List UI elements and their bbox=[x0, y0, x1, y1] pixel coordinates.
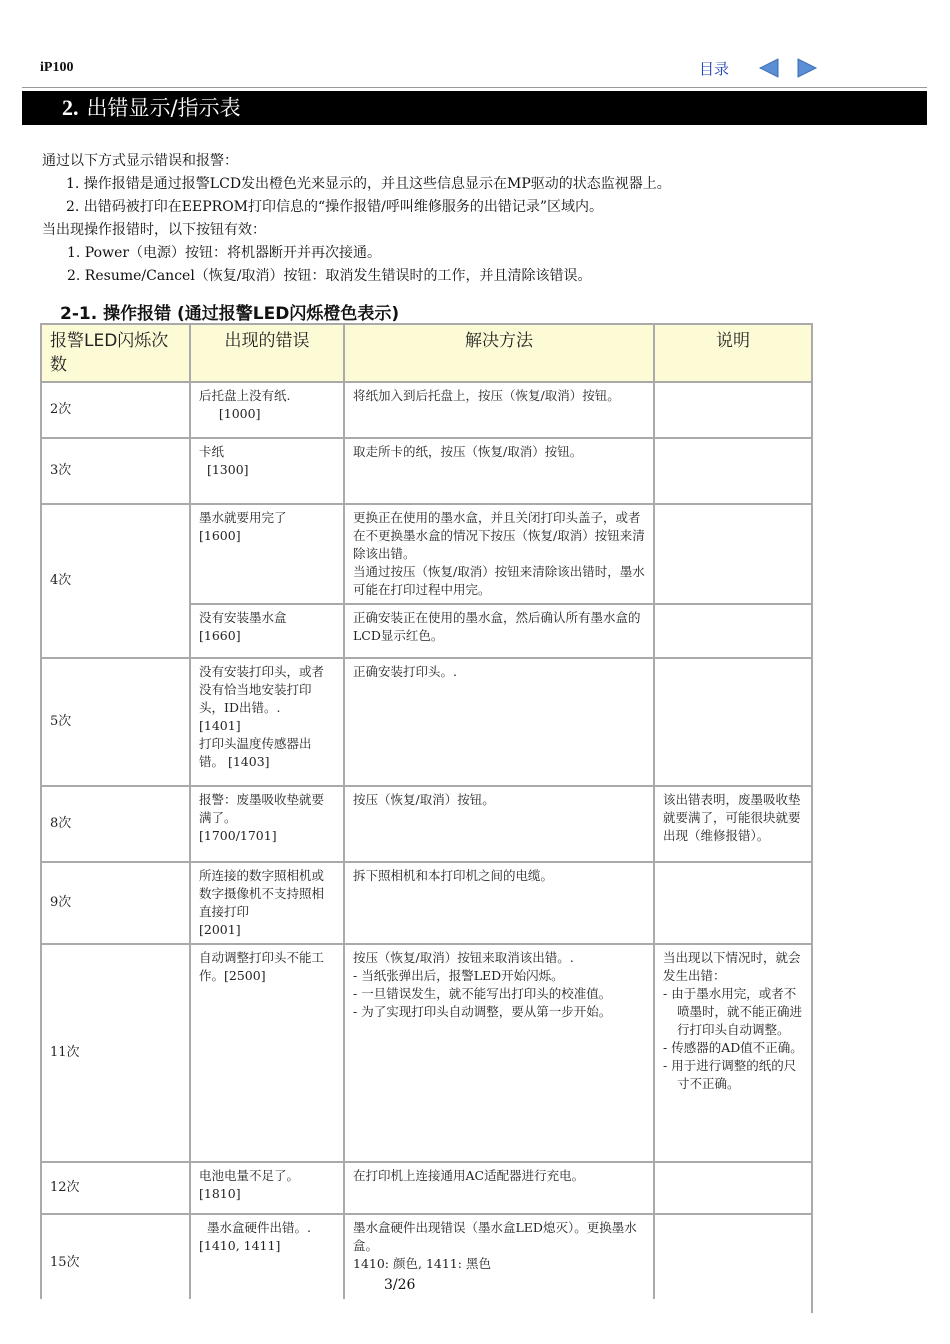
note-cell bbox=[654, 604, 812, 658]
solution-line: 1410: 颜色, 1411: 黑色 bbox=[353, 1256, 491, 1271]
solution-cell bbox=[344, 382, 654, 438]
error-description: 没有安装墨水盒 [1660] bbox=[190, 604, 344, 658]
note-line: - 用于进行调整的纸的尺寸不正确。 bbox=[663, 1058, 797, 1091]
intro-item: 2. 出错码被打印在EEPROM打印信息的“操作报错/呼叫维修服务的出错记录”区域内。 bbox=[66, 199, 604, 215]
intro-line: 通过以下方式显示错误和报警： bbox=[42, 153, 238, 169]
solution-cell bbox=[344, 604, 654, 658]
blink-count: 15次 bbox=[41, 1214, 190, 1312]
error-description: 报警：废墨吸收垫就要满了。 [1700/1701] bbox=[190, 786, 344, 862]
solution-line: 取走所卡的纸，按压（恢复/取消）按钮。 bbox=[353, 444, 583, 459]
section-heading: 2-1. 操作报错 (通过报警LED闪烁橙色表示) bbox=[60, 304, 400, 324]
blink-count: 5次 bbox=[41, 658, 190, 786]
note-line: - 由于墨水用完，或者不喷墨时，就不能正确进行打印头自动调整。 bbox=[663, 986, 803, 1037]
note-line: 当出现以下情况时，就会发生出错： bbox=[663, 950, 801, 983]
solution-cell bbox=[344, 944, 654, 1162]
table-row bbox=[41, 382, 812, 438]
title-number: 2. bbox=[62, 95, 79, 120]
table-row bbox=[41, 658, 812, 786]
solution-line: 更换正在使用的墨水盒，并且关闭打印头盖子，或者在不更换墨水盒的情况下按压（恢复/取消）按钮来清除该出错。 bbox=[353, 510, 645, 561]
prev-page-icon[interactable] bbox=[758, 58, 780, 78]
error-description: 电池电量不足了。 [1810] bbox=[190, 1162, 344, 1214]
note-cell bbox=[654, 504, 812, 604]
solution-line: - 当纸张弹出后，报警LED开始闪烁。 bbox=[353, 968, 564, 983]
note-cell bbox=[654, 382, 812, 438]
table-row bbox=[41, 1162, 812, 1214]
solution-line: 当通过按压（恢复/取消）按钮来清除该出错时，墨水可能在打印过程中用完。 bbox=[353, 564, 645, 597]
blink-count: 2次 bbox=[41, 382, 190, 438]
page-title-bar bbox=[22, 91, 927, 125]
column-header: 解决方法 bbox=[344, 324, 654, 382]
header-divider bbox=[22, 87, 927, 88]
blink-count: 3次 bbox=[41, 438, 190, 504]
table-header-row bbox=[41, 324, 812, 382]
solution-line: 在打印机上连接通用AC适配器进行充电。 bbox=[353, 1168, 585, 1183]
solution-cell bbox=[344, 658, 654, 786]
error-description: 所连接的数字照相机或数字摄像机不支持照相直接打印 [2001] bbox=[190, 862, 344, 944]
error-description: 后托盘上没有纸. [1000] bbox=[190, 382, 344, 438]
note-cell bbox=[654, 862, 812, 944]
column-header: 报警LED闪烁次数 bbox=[41, 324, 190, 382]
blink-count: 8次 bbox=[41, 786, 190, 862]
error-description: 卡纸 [1300] bbox=[190, 438, 344, 504]
intro-item: 1. 操作报错是通过报警LCD发出橙色光来显示的，并且这些信息显示在MP驱动的状态监视器上。 bbox=[66, 176, 671, 192]
note-cell bbox=[654, 658, 812, 786]
note-line: 该出错表明，废墨吸收垫就要满了，可能很块就要出现（维修报错）。 bbox=[663, 792, 801, 843]
table-row bbox=[41, 504, 812, 604]
table-row bbox=[41, 944, 812, 1162]
note-line: - 传感器的AD值不正确。 bbox=[663, 1040, 803, 1055]
solution-line: - 为了实现打印头自动调整，要从第一步开始。 bbox=[353, 1004, 612, 1019]
error-description: 没有安装打印头，或者没有恰当地安装打印头，ID出错。. [1401] 打印头温度传感器出错。 [1403] bbox=[190, 658, 344, 786]
note-cell bbox=[654, 1214, 812, 1312]
toc-link[interactable]: 目录 bbox=[699, 60, 730, 78]
blink-count: 11次 bbox=[41, 944, 190, 1162]
blink-count: 4次 bbox=[41, 504, 190, 658]
table-row bbox=[41, 862, 812, 944]
solution-line: 按压（恢复/取消）按钮来取消该出错。. bbox=[353, 950, 574, 965]
solution-line: 将纸加入到后托盘上，按压（恢复/取消）按钮。 bbox=[353, 388, 620, 403]
page-number: 3/26 bbox=[384, 1277, 416, 1293]
button-item: 2. Resume/Cancel（恢复/取消）按钮：取消发生错误时的工作，并且清除该错误。 bbox=[67, 268, 592, 284]
next-page-icon[interactable] bbox=[796, 58, 818, 78]
table-row bbox=[41, 438, 812, 504]
solution-line: 正确安装正在使用的墨水盒，然后确认所有墨水盒的LCD显示红色。 bbox=[353, 610, 641, 643]
error-description: 墨水盒硬件出错。. [1410, 1411] bbox=[190, 1214, 344, 1312]
solution-line: - 一旦错误发生，就不能写出打印头的校准值。 bbox=[353, 986, 612, 1001]
error-description: 自动调整打印头不能工作。[2500] bbox=[190, 944, 344, 1162]
button-item: 1. Power（电源）按钮：将机器断开并再次接通。 bbox=[67, 245, 382, 261]
solution-cell bbox=[344, 862, 654, 944]
error-table bbox=[40, 323, 813, 1313]
blink-count: 9次 bbox=[41, 862, 190, 944]
solution-line: 墨水盒硬件出现错误（墨水盒LED熄灭）。更换墨水盒。 bbox=[353, 1220, 637, 1253]
error-description: 墨水就要用完了 [1600] bbox=[190, 504, 344, 604]
page-title: 出错显示/指示表 bbox=[86, 96, 241, 120]
solution-line: 按压（恢复/取消）按钮。 bbox=[353, 792, 495, 807]
solution-cell bbox=[344, 438, 654, 504]
note-cell bbox=[654, 1162, 812, 1214]
solution-cell bbox=[344, 1162, 654, 1214]
table-row bbox=[41, 1214, 812, 1312]
note-cell bbox=[654, 786, 812, 862]
model-name: iP100 bbox=[40, 60, 74, 75]
solution-cell bbox=[344, 786, 654, 862]
solution-line: 拆下照相机和本打印机之间的电缆。 bbox=[353, 868, 554, 883]
page-bottom-mask bbox=[40, 1299, 811, 1344]
note-cell bbox=[654, 438, 812, 504]
solution-line: 正确安装打印头。. bbox=[353, 664, 457, 679]
solution-cell bbox=[344, 504, 654, 604]
column-header: 说明 bbox=[654, 324, 812, 382]
intro-line: 当出现操作报错时，以下按钮有效： bbox=[42, 222, 266, 238]
blink-count: 12次 bbox=[41, 1162, 190, 1214]
solution-cell bbox=[344, 1214, 654, 1312]
table-row bbox=[41, 786, 812, 862]
intro-text bbox=[42, 150, 671, 288]
column-header: 出现的错误 bbox=[190, 324, 344, 382]
note-cell bbox=[654, 944, 812, 1162]
